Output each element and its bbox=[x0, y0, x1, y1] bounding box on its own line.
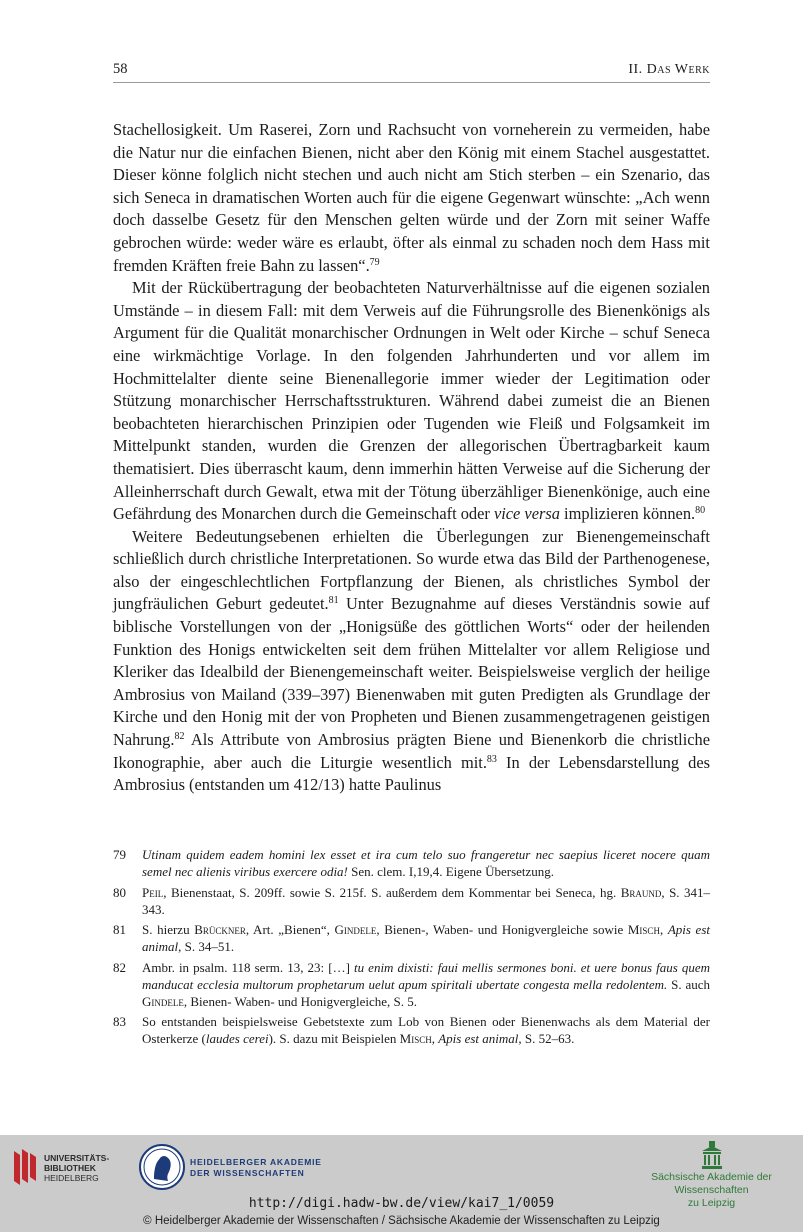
ub-logo-mark-icon bbox=[8, 1147, 40, 1187]
ub-line-3: HEIDELBERG bbox=[44, 1173, 99, 1183]
work-title: laudes cerei bbox=[205, 1031, 269, 1046]
footnote-number: 83 bbox=[113, 1014, 126, 1029]
author-name: Misch bbox=[627, 922, 660, 937]
author-name: Gindele bbox=[334, 922, 377, 937]
permalink-url[interactable]: http://digi.hadw-bw.de/view/kai7_1/0059 bbox=[248, 1196, 555, 1211]
paragraph-1 bbox=[113, 119, 710, 277]
paragraph-3 bbox=[113, 526, 710, 797]
paragraph-2-text-b: implizieren können. bbox=[559, 504, 696, 524]
author-name: Braund bbox=[620, 884, 662, 900]
hadw-logo-text bbox=[190, 1157, 322, 1179]
footnote-82 bbox=[113, 959, 710, 1010]
saw-line-2: zu Leipzig bbox=[687, 1197, 736, 1209]
footnote-81-text: S. hierzu bbox=[142, 922, 195, 937]
main-text bbox=[113, 119, 710, 797]
author-name: Brückner bbox=[194, 922, 246, 937]
footnote-82-pages: , Bienen- Waben- und Honigvergleiche, S. 5. bbox=[183, 993, 418, 1009]
saw-building-icon bbox=[700, 1141, 724, 1169]
paragraph-1-text: Stachellosigkeit. Um Raserei, Zorn und Rachsucht von vorneherein zu vermeiden, habe die Natur nur die einfachen Bienen, nicht aber den König mit einem Stachel ausgestattet. Dieser könne folglich nicht stechen und auch nicht am Stich sterben – ein Szenario, das sich Seneca in dramatischen Worten auch für die eigene Gegenwart wünschte: „Ach wenn doch dasselbe Gesetz für den Menschen gelten würde und der Zorn mit seiner Waffe gebrochen würde: weder wäre es erlaubt, öfter als einmal zu schaden noch dem Hass mit fremden Kräften freie Bahn zu lassen“. bbox=[113, 120, 710, 275]
footnote-83-pages: , S. 52–63. bbox=[518, 1031, 575, 1046]
copyright-notice: © Heidelberger Akademie der Wissenschaften / Sächsische Akademie der Wissenschaften zu Leipzig bbox=[143, 1215, 660, 1227]
footnote-81-text: , bbox=[659, 922, 668, 937]
footnote-83-text: ). S. dazu mit Beispielen bbox=[268, 1031, 400, 1046]
hadw-line-1: HEIDELBERGER AKADEMIE bbox=[190, 1157, 322, 1167]
paragraph-2-italic: vice versa bbox=[493, 504, 560, 524]
footnote-ref-83[interactable]: 83 bbox=[486, 753, 497, 765]
footnote-number: 80 bbox=[113, 884, 126, 900]
author-name: Misch bbox=[399, 1031, 432, 1046]
paragraph-3-text-b: Unter Bezugnahme auf dieses Verständnis sowie auf biblische Vorstellungen von der „Honigsüße des göttlichen Worts“ oder der heilenden Funktion des Honigs entwickelten seit dem frühen Mittelalter vor allem Religiose und Kleriker das Idealbild der Bienengemeinschaft weiter. Beispielsweise verglich der heilige Ambrosius von Mailand (339–397) Bienenwaben mit guten Predigten als Grundlage der Kirche und den Honig mit der von Propheten und Bienen zusammengetragenen geistigen Nahrung. bbox=[113, 594, 710, 750]
footnote-ref-81[interactable]: 81 bbox=[328, 595, 339, 607]
work-title: Apis est animal bbox=[438, 1031, 519, 1046]
footnote-number: 79 bbox=[113, 847, 126, 862]
footnote-number: 82 bbox=[113, 959, 126, 975]
footnote-83-text: , bbox=[431, 1031, 439, 1046]
footnote-80-text: , Bienenstaat, S. 209ff. sowie S. 215f. S. außerdem dem Kommentar bei Seneca, hg. bbox=[163, 884, 621, 900]
footnote-ref-79[interactable]: 79 bbox=[369, 256, 380, 268]
paragraph-3-text-d: In der Lebensdarstellung des Ambrosius (entstanden um 412/13) hatte Paulinus bbox=[113, 752, 710, 795]
footnote-81-pages: , S. 34–51. bbox=[178, 939, 235, 954]
saw-line-1: Sächsische Akademie der Wissenschaften bbox=[651, 1171, 772, 1196]
ub-line-2: BIBLIOTHEK bbox=[44, 1163, 96, 1173]
footnotes bbox=[113, 846, 710, 1051]
footnote-81 bbox=[113, 921, 710, 955]
ub-line-1: UNIVERSITÄTS- bbox=[44, 1153, 110, 1163]
ub-logo-text bbox=[44, 1153, 109, 1183]
footnote-80 bbox=[113, 884, 710, 918]
footnote-80-pages: , S. 341–343. bbox=[142, 884, 710, 917]
footnote-79-source: Sen. clem. I,19,4. Eigene Übersetzung. bbox=[347, 864, 555, 879]
footnote-83-text: So entstanden beispielsweise Gebetstexte zum Lob von Bienen oder Bienenwachs als dem Material der Osterkerze ( bbox=[142, 1014, 710, 1046]
footnote-82-text: S. auch bbox=[667, 976, 710, 992]
section-title: II. Das Werk bbox=[628, 62, 710, 77]
running-header bbox=[113, 60, 710, 83]
page-number: 58 bbox=[113, 61, 128, 77]
author-name: Peil bbox=[142, 884, 164, 900]
footnote-83 bbox=[113, 1013, 710, 1047]
hadw-seal-icon bbox=[138, 1141, 186, 1193]
footnote-ref-82[interactable]: 82 bbox=[174, 731, 185, 743]
footnote-ref-80[interactable]: 80 bbox=[695, 505, 706, 517]
hadw-line-2: DER WISSENSCHAFTEN bbox=[190, 1168, 305, 1178]
footnote-79 bbox=[113, 846, 710, 880]
author-name: Gindele bbox=[142, 993, 184, 1009]
footnote-81-text: , Art. „Bienen“, bbox=[245, 922, 335, 937]
footnote-number: 81 bbox=[113, 922, 126, 937]
paragraph-2-text-a: Mit der Rückübertragung der beobachteten Naturverhältnisse auf die eigenen sozialen Umstände – in diesem Fall: mit dem Verweis auf die Führungsrolle des Bienenkönigs als Argument für die Qualität monarchischer Ordnungen in Welt oder Kirche – schuf Seneca eine wirkmächtige Vorlage. In den folgenden Jahrhunderten und vor allem im Hochmittelalter diente seine Bienenallegorie immer wieder der Legitimation oder Stützung monarchischer Herrschaftsstrukturen. Während dabei zumeist die an Bienen beobachteten hierarchischen Prinzipien oder Tugenden wie Fleiß und Folgsamkeit im Mittelpunkt standen, wurden die Grenzen der allegorischen Übertragbarkeit kaum thematisiert. Dies überrascht kaum, denn immerhin hätten Verweise auf die Sicherung der Alleinherrschaft durch Gewalt, etwa mit der Tötung überzähliger Bienenkönige, auch eine Gefährdung des Monarchen durch die Gemeinschaft oder bbox=[113, 278, 710, 524]
paragraph-3-text-a: Weitere Bedeutungsebenen erhielten die Überlegungen zur Bienengemeinschaft schließlich durch christliche Interpretationen. So wurde etwa das Bild der Parthenogenese, also der eingeschlechtlichen Fortpflanzung der Bienen, als christliches Symbol der jungfräulichen Geburt gedeutet. bbox=[113, 526, 710, 614]
footnote-79-quote: Utinam quidem eadem homini lex esset et ira cum telo suo frangeretur nec saepius liceret nocere quam semel nec alienis viribus exercere odia! bbox=[142, 847, 710, 879]
paragraph-2 bbox=[113, 277, 710, 526]
footnote-81-text: , Bienen-, Waben- und Honigvergleiche sowie bbox=[376, 922, 628, 937]
footnote-82-text: Ambr. in psalm. 118 serm. 13, 23: […] bbox=[142, 959, 354, 975]
paragraph-3-text-c: Als Attribute von Ambrosius prägten Biene und Bienenkorb die christliche Ikonographie, aber auch die Liturgie wesentlich mit. bbox=[113, 730, 710, 772]
digitization-footer bbox=[0, 1135, 803, 1232]
hadw-logo[interactable] bbox=[138, 1141, 398, 1197]
work-title: Apis est animal bbox=[142, 922, 711, 954]
footnote-82-quote: tu enim dixisti: faui mellis sermones boni. et uere bonus faus quem manducat ecclesia multorum prophetarum uelut apum spiritali ubertate congesta mella redolentem. bbox=[142, 959, 710, 992]
ub-heidelberg-logo[interactable] bbox=[8, 1145, 128, 1191]
